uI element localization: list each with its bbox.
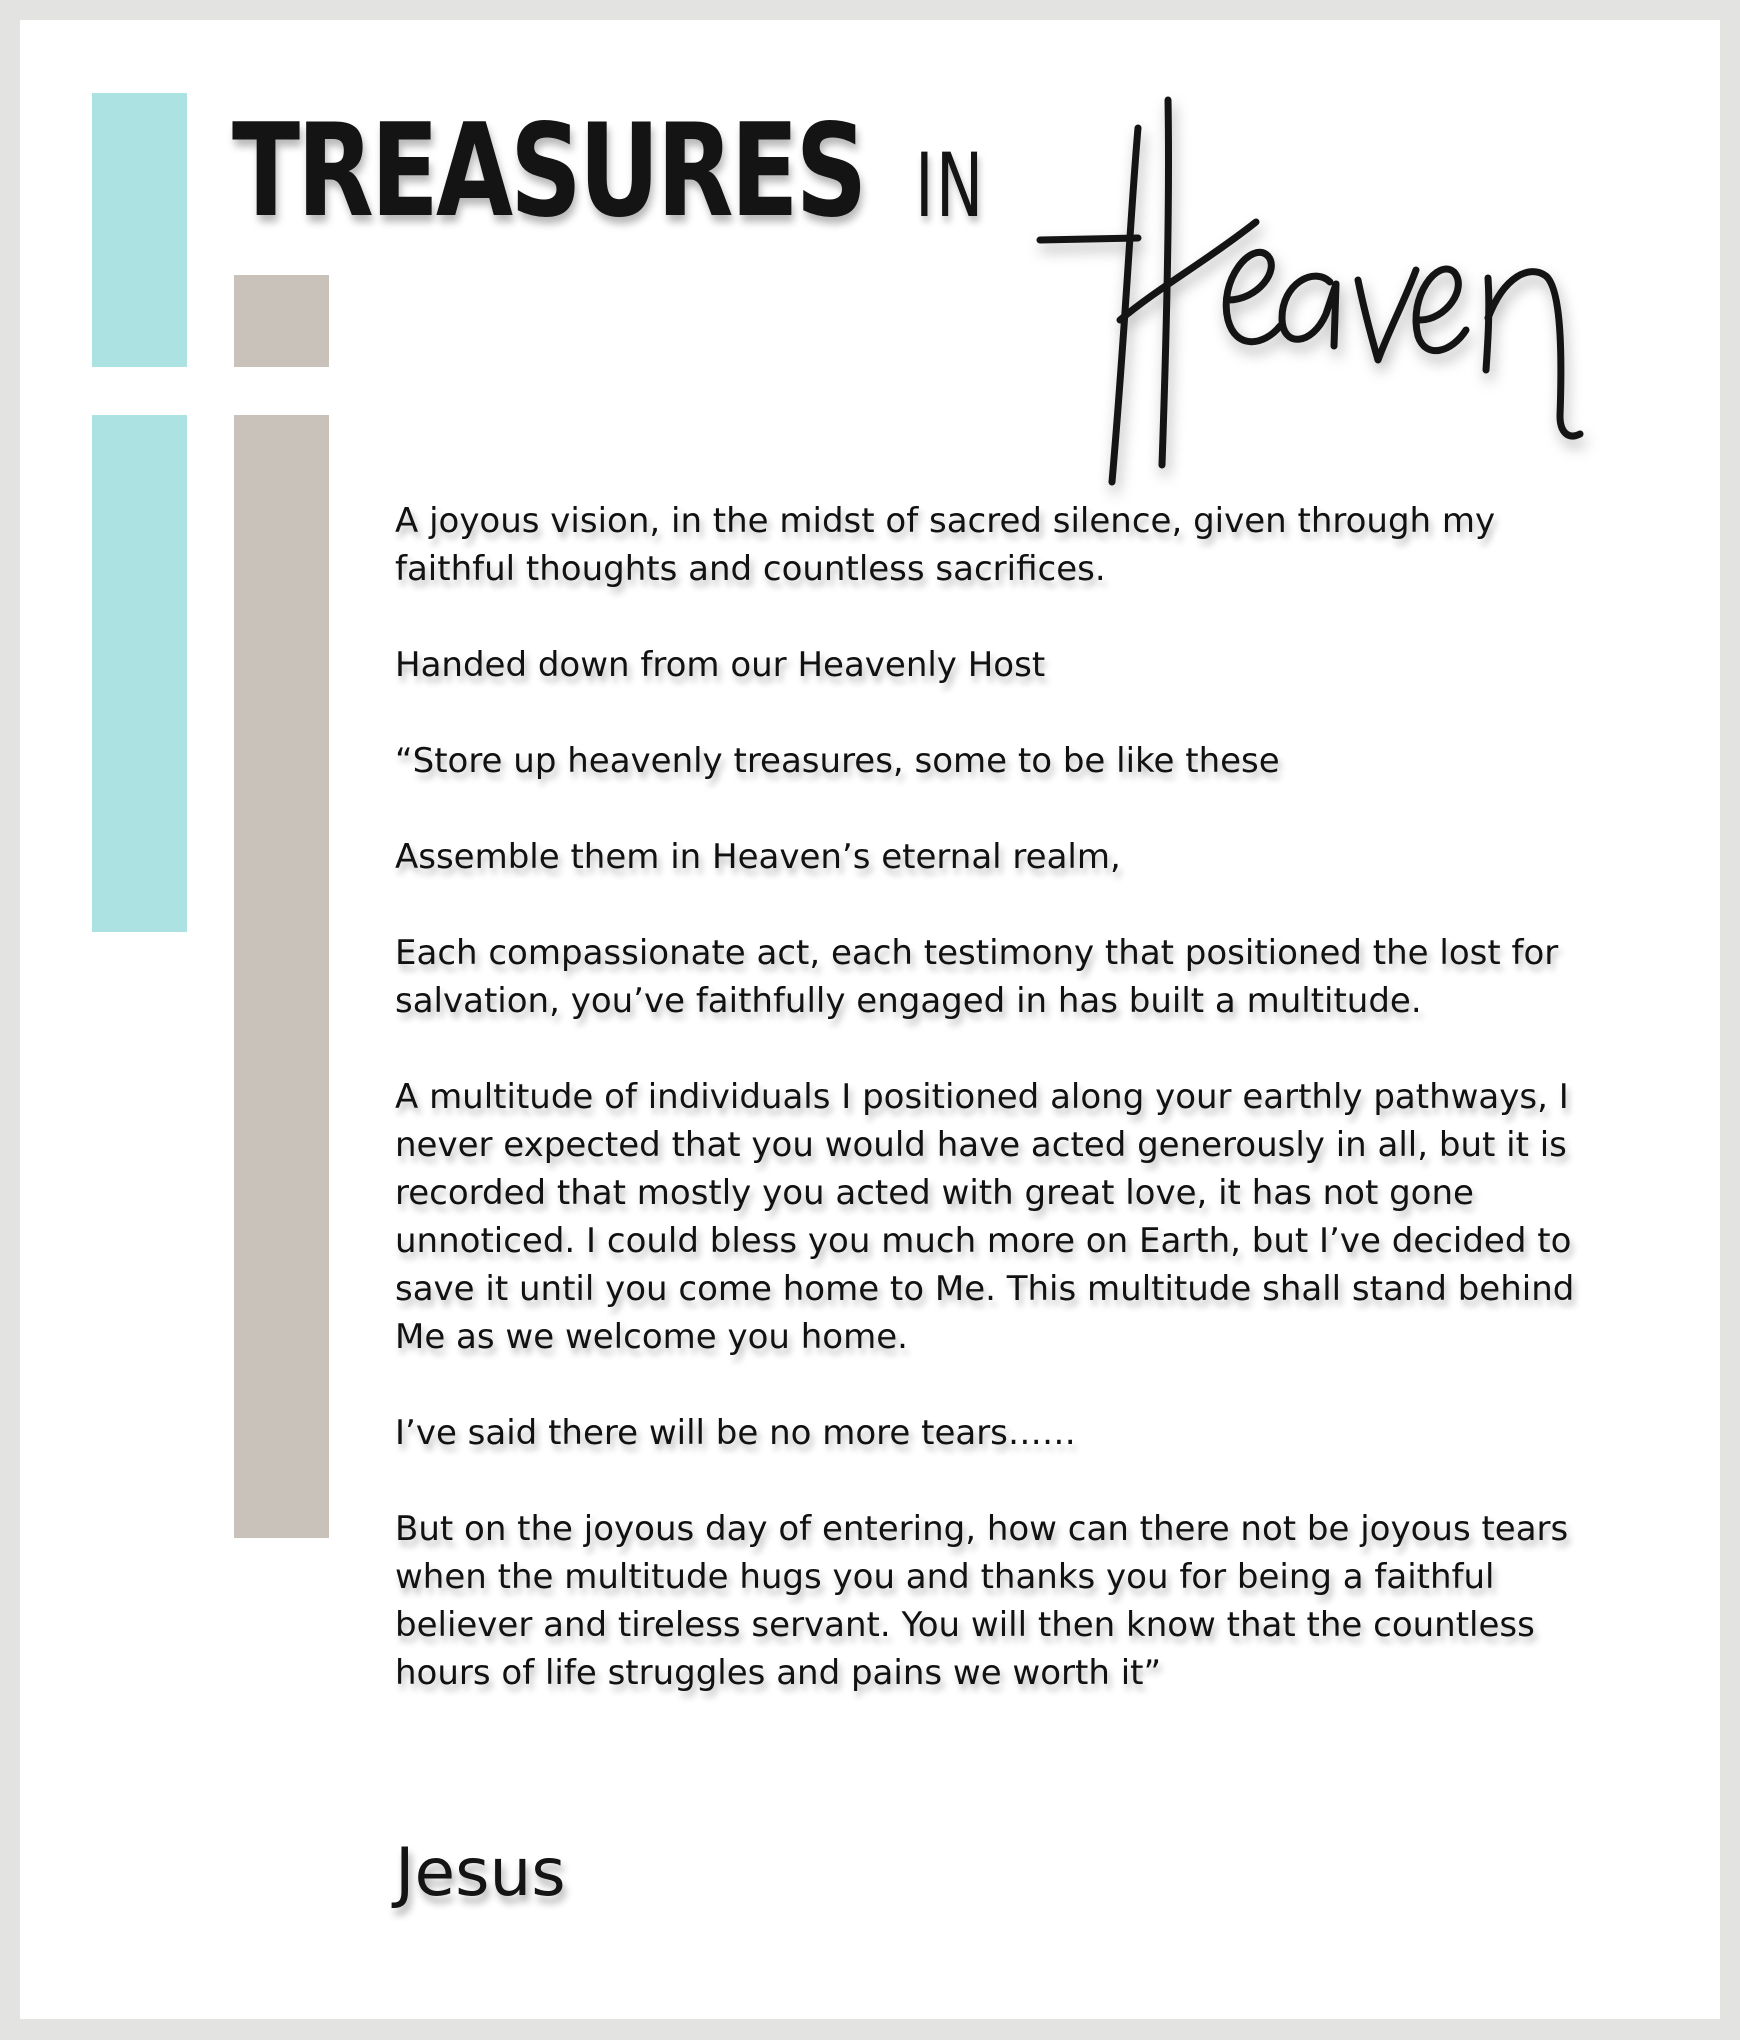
- poem-paragraph-6: A multitude of individuals I positioned along your earthly pathways, I never expected that you would have acted generously in all, but it is recorded that mostly you acted with great love, it has not gone unnoticed. I could bless you much more on Earth, but I’ve decided to save it until you come home to Me. This multitude shall stand behind Me as we welcome you home.: [395, 1077, 1575, 1357]
- title-in: IN: [915, 134, 986, 237]
- poem-paragraph-3: “Store up heavenly treasures, some to be like these: [395, 741, 1280, 781]
- poem-body: [395, 497, 1625, 1745]
- teal-accent-bar-bottom: [92, 415, 187, 932]
- taupe-accent-bar-long: [234, 415, 329, 1538]
- teal-accent-bar-top: [92, 93, 187, 367]
- title-heaven-script: [1068, 70, 1608, 490]
- signature: Jesus: [395, 1834, 566, 1911]
- poem-paragraph-4: Assemble them in Heaven’s eternal realm,: [395, 837, 1121, 877]
- heaven-script-lettering: [1068, 70, 1608, 490]
- poem-paragraph-8: But on the joyous day of entering, how can there not be joyous tears when the multitude hugs you and thanks you for being a faithful believer and tireless servant. You will then know that the countless hours of life struggles and pains we worth it”: [395, 1509, 1569, 1693]
- poem-paragraph-7: I’ve said there will be no more tears……: [395, 1413, 1076, 1453]
- poem-paragraph-5: Each compassionate act, each testimony that positioned the lost for salvation, you’ve faithfully engaged in has built a multitude.: [395, 933, 1559, 1021]
- title-treasures: TREASURES: [232, 97, 865, 246]
- poem-paragraph-1: A joyous vision, in the midst of sacred silence, given through my faithful thoughts and countless sacrifices.: [395, 501, 1496, 589]
- page-title: [220, 70, 1620, 490]
- poem-paragraph-2: Handed down from our Heavenly Host: [395, 645, 1046, 685]
- poem-page: [20, 20, 1720, 2019]
